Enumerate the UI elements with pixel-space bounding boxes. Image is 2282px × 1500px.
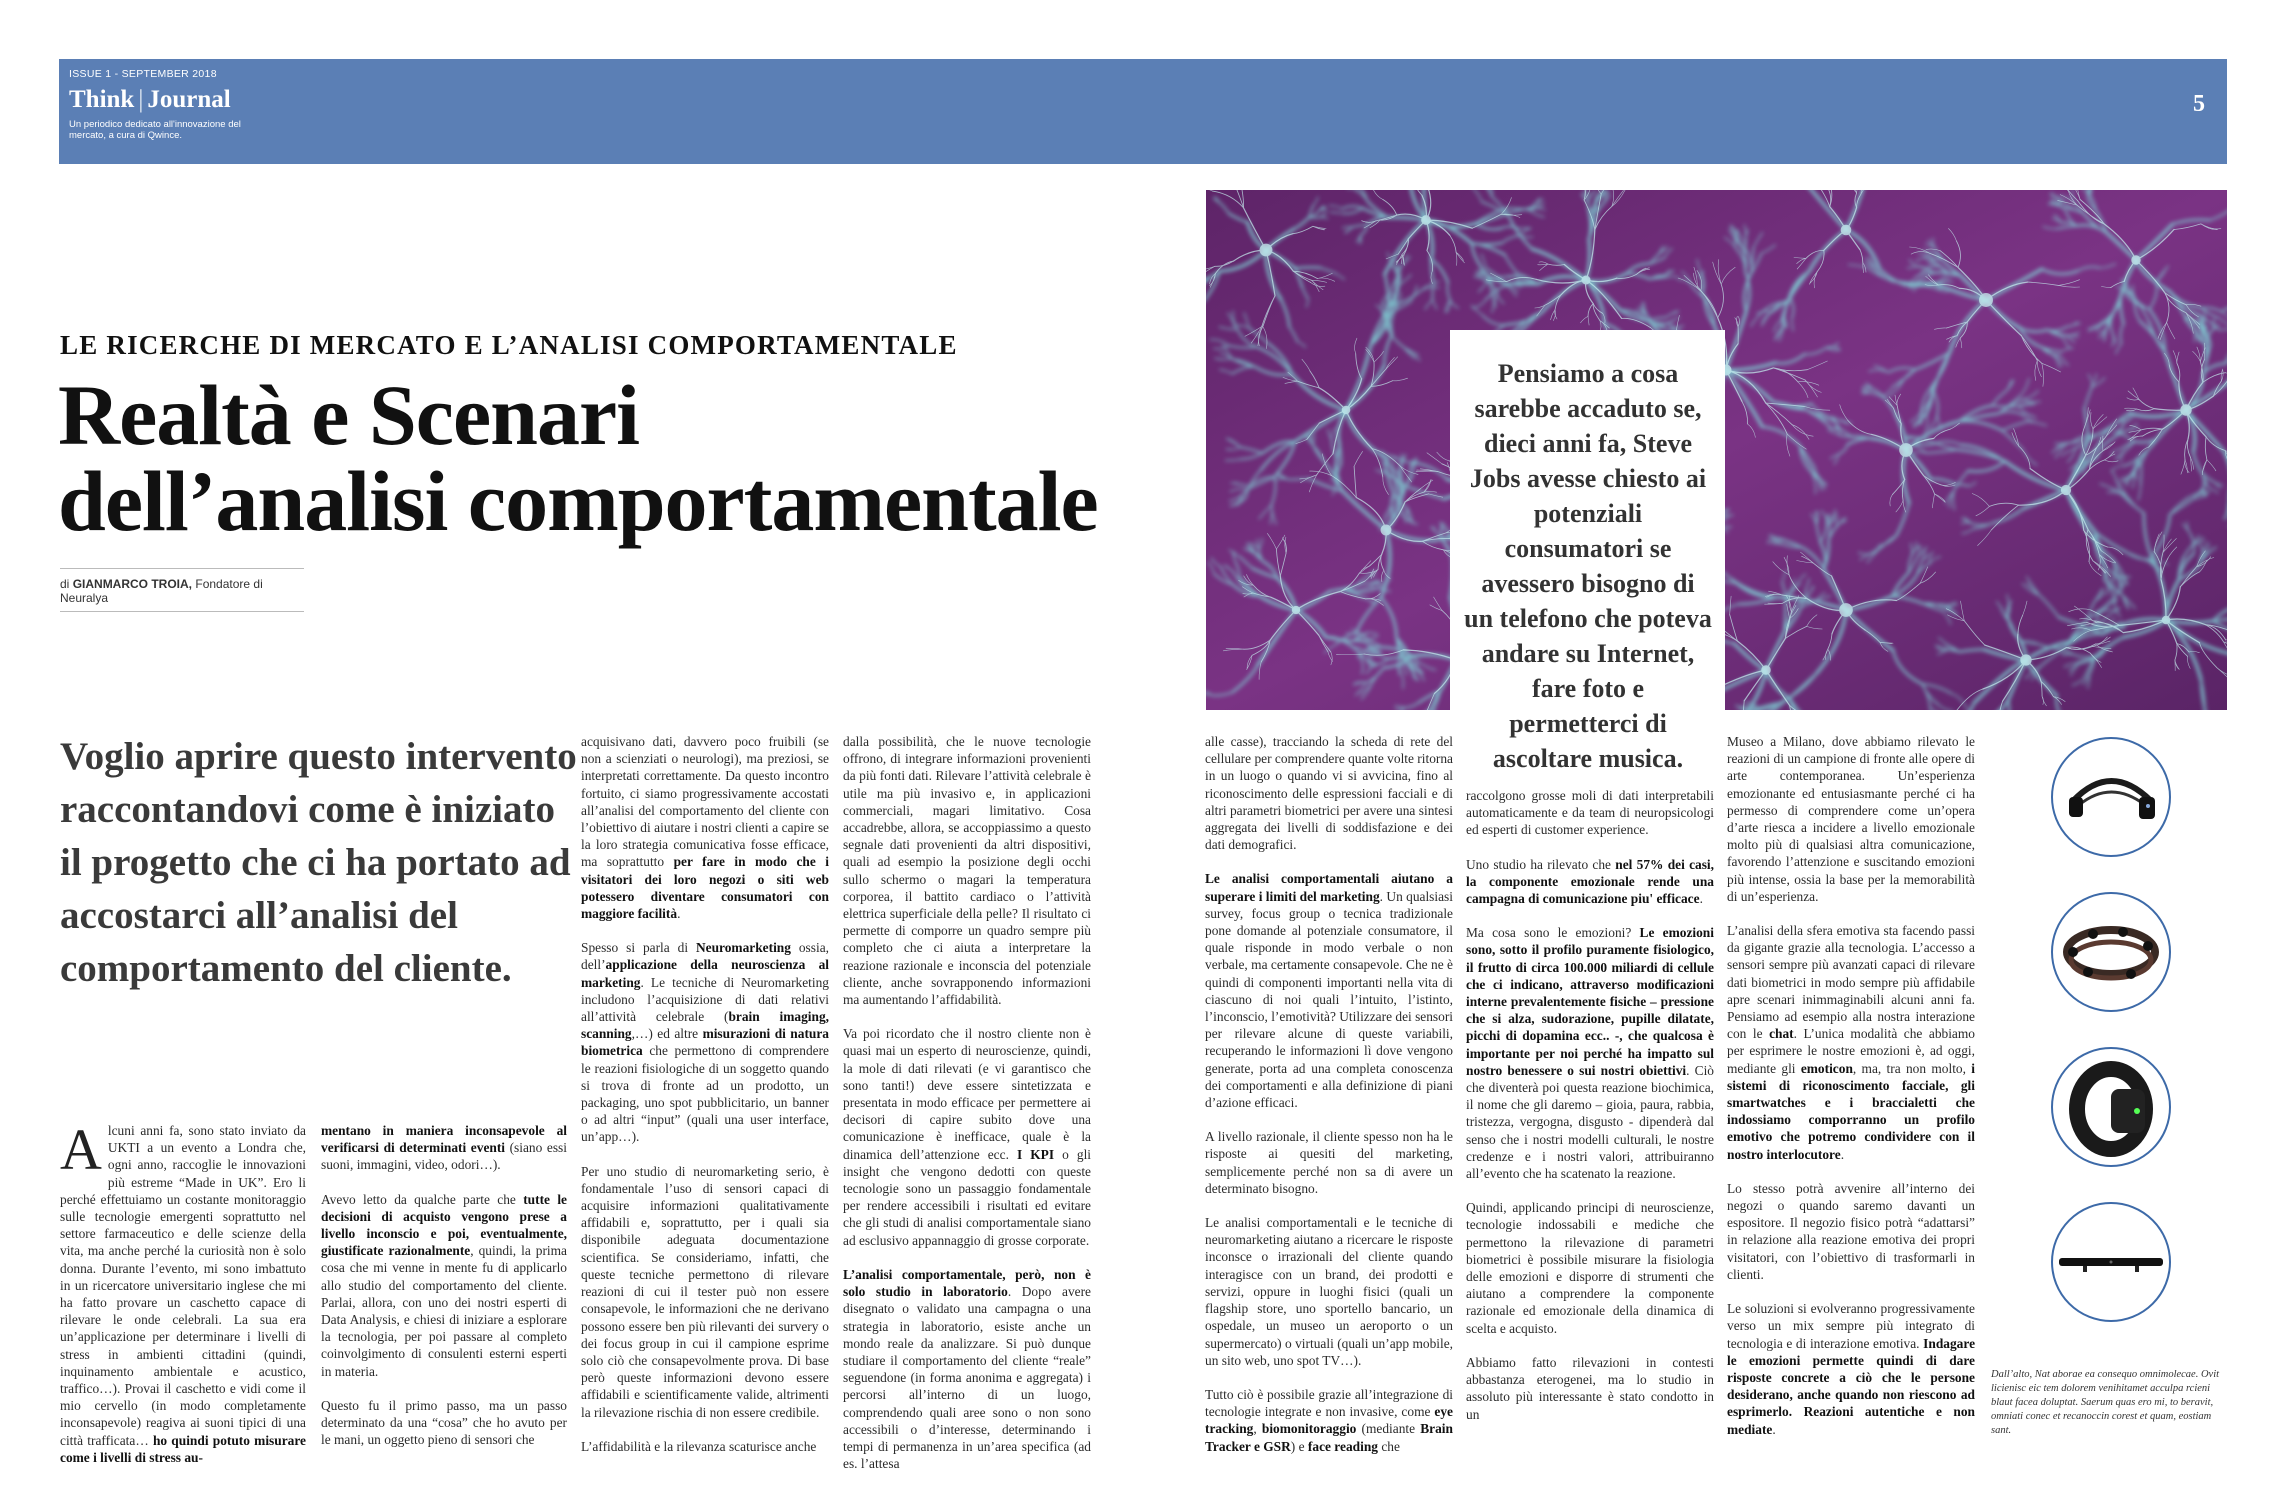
- wristband-image: [2051, 1047, 2171, 1167]
- issue-label: ISSUE 1 - SEPTEMBER 2018: [69, 68, 217, 80]
- pull-quote-box: [1450, 330, 1725, 775]
- brand-left: Think: [69, 86, 135, 113]
- text-column-3: acquisivano dati, davvero poco fruibili (se non a scienziati o neurologi), ma preziosi, se interpretati correttamente. Da questo incontro fortuito, ci siamo progressivamente accostati all’analisi del comportamento del cliente con l’obiettivo di aiutare i nostri clienti a capire se la loro strategia comunicativa fosse efficace, ma soprattutto per fare in modo che i visitatori dei loro negozi o siti web potessero diventare consumatori con maggiore facilità. Spesso si parla di Neuromarketing ossia, dell’applicazione della neuroscienza al marketing. Le tecniche di Neuromarketing includono l’acquisizione di dati relativi all’attività celebrale (brain imaging, scanning,…) ed altre misurazioni di natura biometrica che permettono di comprendere le reazioni fisiologiche di un soggetto quando si trova di fronte ad un prodotto, un packaging, uno spot pubblicitario, un banner o ad altri “input” (quali una user interface, un’app…). Per uno studio di neuromarketing serio, è fondamentale l’uso di sensori capaci di acquisire informazioni qualitativamente affidabili e, soprattutto, per i quali sia disponibile adeguata documentazione scientifica. Se consideriamo, infatti, che queste tecniche permettono di rilevare reazioni di cui il tester può non essere consapevole, le informazioni che ne derivano possono essere ben più rilevanti dei survery o dei focus group in cui il campione esprime solo ciò che consapevolmente prova. Di base però queste informazioni devono essere affidabili e scientificamente valide, altrimenti la rilevazione rischia di non essere credibile. L’affidabilità e la rilevanza scaturisce anche: [581, 734, 830, 1454]
- journal-tagline: Un periodico dedicato all'innovazione del mercato, a cura di Qwince.: [69, 119, 241, 141]
- text-column-2: mentano in maniera inconsapevole al verificarsi di determinati eventi (siano essi suoni, immagini, video, odori…). Avevo letto da qualche parte che tutte le decisioni di acquisto vengono prese a livello inconscio e poi, eventualmente, giustificate razionalmente, quindi, la prima cosa che mi venne in mente fu di applicarlo allo studio del comportamento del cliente. Parlai, allora, con uno dei nostri esperti di Data Analysis, e chiesi di iniziare a esplorare la tecnologia, per poi passare al completo coinvolgimento di consulenti esterni esperti in materia. Questo fu il primo passo, ma un passo determinato da una “cosa” che ho avuto per le mani, un oggetto pieno di sensori che: [321, 1123, 567, 1448]
- text-column-4: dalla possibilità, che le nuove tecnologie offrono, di integrare informazioni provenienti da più fonti dati. Rilevare l’attività celebrale è utile ma più invasivo e, in applicazioni commerciali, magari limitativo. Cosa accadrebbe, allora, se accoppiassimo a questo segnale dati provenienti da altri dispositivi, quali ad esempio la posizione degli occhi sullo schermo o magari la temperatura corporea, il battito cardiaco o l’attività elettrica superficiale della pelle? Il risultato ci permette di comporre un quadro sempre più completo che ci aiuta a interpretare la reazione razionale e inconscia del potenziale cliente, anche sovrapponendo informazioni ma aumentando l’affidabilità. Va poi ricordato che il nostro cliente non è quasi mai un esperto di neuroscienze, quindi, la mole di dati rilevati (e vi garantisco che sono tanti!) deve essere sintetizzata e presentata in modo efficace per permettere ai decisori di capire subito dove una comunicazione è inefficace, quale è la dinamica dell’attenzione ecc. I KPI o gli insight che vengono dedotti con queste tecnologie sono un passaggio fondamentale per rendere accessibili i risultati ed evitare che gli studi di analisi comportamentale siano ad esclusivo appannaggio di grosse corporate. L’analisi comportamentale, però, non è solo studio in laboratorio. Dopo avere disegnato o validato una campagna o una strategia in laboratorio, esiste anche un mondo reale da analizzare. Si può dunque studiare il comportamento del cliente “reale” seguendone (in forma anonima e aggregata) i percorsi all’interno di un luogo, comprendendo quali aree sono o non sono accessibili o d’interesse, determinando i tempi di permanenza in un’area specifica (ad es. l’attesa: [843, 734, 1092, 1472]
- author-role: Fondatore di Neuralya: [60, 577, 263, 605]
- eye-tracker-bar-icon: [2053, 1204, 2169, 1320]
- text-column-5: alle casse), tracciando la scheda di rete del cellulare per comprendere quante volte ritorna in un luogo o quando vi si avvicina, fino al riconoscimento delle espressioni facciali e di altri parametri biometrici per avere una sintesi aggregata dei livelli di soddisfazione e dei dati demografici. Le analisi comportamentali aiutano a superare i limiti del marketing. Un qualsiasi survey, focus group o tecnica tradizionale pone domande al potenziale consumatore, il quale risponde in modo verbale o non verbale, ma certamente consapevole. Che ne è quindi di componenti importanti nella vita di ciascuno di noi quali l’intuito, l’istinto, l’inconscio, l’emotività? Utilizzare dei sensori per rilevare alcune di queste variabili, recuperando le informazioni lì dove vengono generate, porta ad una completa conoscenza dei comportamenti e alla definizione di piani d’azione efficaci. A livello razionale, il cliente spesso non ha le risposte ai quesiti del marketing, semplicemente perché non sa di avere un determinato bisogno. Le analisi comportamentali e le tecniche di neuromarketing aiutano a ricercare le risposte inconsce o irrazionali del cliente quando interagisce con un brand, dei prodotti e servizi, oppure in luoghi fisici (quali un flagship store, uno sportello bancario, un ospedale, un museo un aeroporto o un supermercato) o virtuali (quali un’app mobile, un sito web, uno spot TV…). Tutto ciò è possibile grazie all’integrazione di tecnologie integrate e non invasive, come eye tracking, biomonitoraggio (mediante Brain Tracker e GSR) e face reading che: [1205, 734, 1454, 1454]
- article-kicker: LE RICERCHE DI MERCATO E L’ANALISI COMPORTAMENTALE: [60, 330, 958, 360]
- headset-icon: [2053, 739, 2169, 855]
- electrode-cap-icon: [2053, 894, 2169, 1010]
- image-caption: Dall’alto, Nat aborae ea consequo omnimolecae. Ovit licienisc eic tem dolorem venihitamet acculpa rcieni blaut facea doluptat. Saerum quas ero mi, to beravit, omniati conec et recanoccin corest et quam, eostiam sant.: [1991, 1369, 2220, 1436]
- header-bar: [59, 59, 2227, 164]
- title-line-2: dell’analisi comportamentale: [58, 453, 1098, 549]
- dropcap: A: [60, 1117, 102, 1182]
- text-column-1: Alcuni anni fa, sono stato inviato da UKTI a un evento a Londra che, ogni anno, raccoglie le innovazioni più estreme “Made in UK”. Ero li perché effettuiamo un costante monitoraggio sulle tecnologie emergenti soprattutto nel settore farmaceutico e delle scienze della vita, ma anche perché la curiosità non è solo donna. Durante l’evento, mi sono imbattuto in un ricercatore universitario inglese che mi ha fatto provare un caschetto capace di rilevare le onde celebrali. La sua era un’applicazione per determinare i livelli di stress in ambienti cittadini (quindi, inquinamento ambientale e acustico, traffico…). Provai il caschetto e vidi come il mio cervello (in modo completamente inconsapevole) reagiva ai suoni tipici di una città trafficata… ho quindi potuto misurare come i livelli di stress au-: [60, 1117, 306, 1465]
- wristband-icon: [2053, 1049, 2169, 1165]
- lead-paragraph: Voglio aprire questo intervento raccontandovi come è iniziato il progetto che ci ha portato ad accostarci all’analisi del comportamento del cliente.: [60, 735, 577, 990]
- title-line-1: Realtà e Scenari: [58, 367, 640, 463]
- page-number: 5: [2193, 91, 2205, 117]
- eye-tracker-image: [2051, 1202, 2171, 1322]
- brand-right: Journal: [147, 86, 231, 113]
- text-column-6: raccolgono grosse moli di dati interpretabili automaticamente e da team di neuropsicologi ed esperti di customer experience. Uno studio ha rilevato che nel 57% dei casi, la componente emozionale rende una campagna di comunicazione piu' efficace. Ma cosa sono le emozioni? Le emozioni sono, sotto il profilo puramente fisiologico, il frutto di circa 100.000 miliardi di cellule che ci indicano, attraverso modificazioni interne prevalentemente fisiche – pressione che si alza, sudorazione, pupille dilatate, picchi di dopamina ecc.. -, che qualcosa è importante per noi perché ha impatto sul nostro benessere o sui nostri obiettivi. Ciò che diventerà poi questa reazione biochimica, il nome che gli daremo – gioia, paura, rabbia, tristezza, vergogna, disgusto - dipenderà dal senso che i nostri modelli culturali, le nostre credenze e i nostri valori, attribuiranno all’evento che ha scatenato la reazione. Quindi, applicando principi di neuroscienze, tecnologie indossabili e mediche che permettono la rilevazione di parametri biometrici è possibile misurare la fisiologia delle emozioni e disporre di strumenti che aiutano a comprendere la componente razionale ed emozionale della dinamica di scelta e acquisto. Abbiamo fatto rilevazioni in contesti abbastanza eterogenei, ma lo studio in assoluto più interessante è stato condotto in un: [1466, 788, 1715, 1422]
- byline: di GIANMARCO TROIA, Fondatore di Neuralya: [60, 568, 304, 612]
- headset-image: [2051, 737, 2171, 857]
- electrode-cap-image: [2051, 892, 2171, 1012]
- journal-logo: Think | Journal: [69, 86, 231, 113]
- text-column-7: Museo a Milano, dove abbiamo rilevato le reazioni di un campione di fronte alle opere di arte contemporanea. Un’esperienza emozionante ed entusiasmante perché ci ha permesso di comprendere come un’opera d’arte riesca a incidere a livello emozionale molto più di qualsiasi altra comunicazione, favorendo l’attenzione e suscitando emozioni più intense, ossia la base per la memorabilità di un’esperienza. L’analisi della sfera emotiva sta facendo passi da gigante grazie alla tecnologia. L’accesso a sensori sempre più avanzati capaci di rilevare dati biometrici in modo sempre più affidabile apre scenari inimmaginabili alcuni anni fa. Pensiamo ad esempio alla nostra interazione con le chat. L’unica modalità che abbiamo per esprimere le nostre emozioni è, ad oggi, mediante gli emoticon, ma, tra non molto, i sistemi di riconoscimento facciale, gli smartwatches e i braccialetti che indossiamo comporranno un profilo emotivo che potremo condividere con il nostro interlocutore. Lo stesso potrà avvenire all’interno dei negozi o quando saremo davanti un espositore. Il negozio fisico potrà “adattarsi” in relazione alla reazione emotiva dei propri visitatori, con l’obiettivo di trasformarli in clienti. Le soluzioni si evolveranno progressivamente verso un mix sempre più integrato di tecnologia e di interazione emotiva. Indagare le emozioni permette quindi di dare risposte concrete a ciò che le persone desiderano, anche quando non riescono ad esprimerlo. Reazioni autentiche e non mediate.: [1727, 734, 1976, 1437]
- pull-quote: Pensiamo a cosa sarebbe accaduto se, dieci anni fa, Steve Jobs avesse chiesto ai potenziali consumatori se avessero bisogno di un telefono che poteva andare su Internet, fare foto e permetterci di ascoltare musica.: [1464, 359, 1712, 773]
- author-name: GIANMARCO TROIA,: [72, 577, 193, 591]
- article-title: [58, 367, 1098, 549]
